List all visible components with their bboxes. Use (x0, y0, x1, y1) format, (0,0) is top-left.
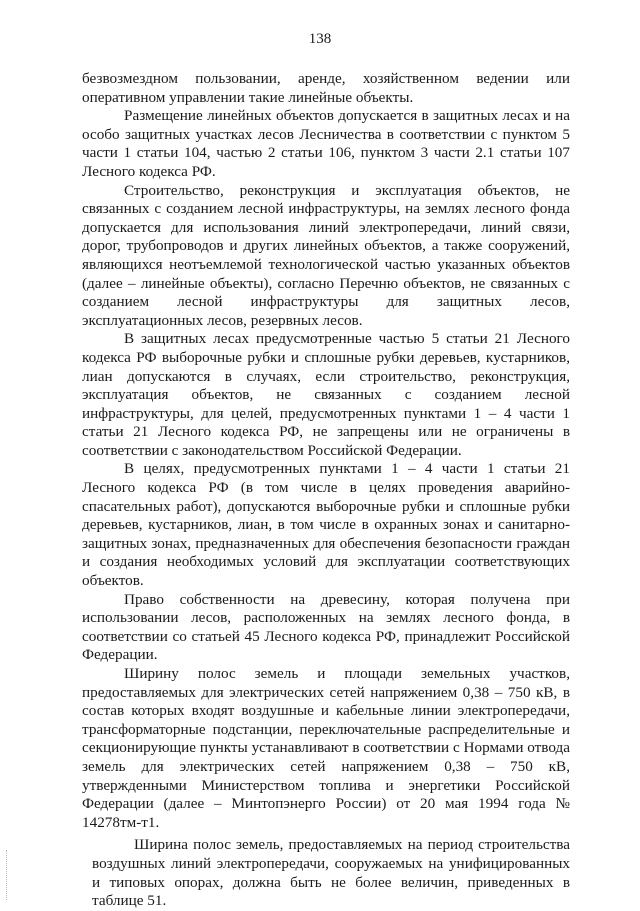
paragraph-construction-period: Ширина полос земель, предоставляемых на период строительства воздушных линий электропередачи, сооружаемых на унифицированных и типовых опорах, должна быть не более величин, приведенных в таблице 51. (92, 836, 570, 910)
page-number: 138 (308, 31, 332, 47)
paragraph-felling-purposes: В целях, предусмотренных пунктами 1 – 4 части 1 статьи 21 Лесного кодекса РФ (в том числе в целях проведения аварийно-спасательных работ), допускаются выборочные рубки и сплошные рубки деревьев, кустарников, лиан, в том числе в охранных зонах и санитарно-защитных зонах, предназначенных для обеспечения безопасности граждан и создания необходимых условий для эксплуатации соответствующих объектов. (82, 460, 570, 590)
scan-margin-marks (6, 850, 11, 900)
paragraph-timber-ownership: Право собственности на древесину, которая получена при использовании лесов, расположенных на землях лесного фонда, в соответствии со статьей 45 Лесного кодекса РФ, принадлежит Российской Федерации. (82, 590, 570, 664)
paragraph-protective-forests: В защитных лесах предусмотренные частью 5 статьи 21 Лесного кодекса РФ выборочные рубки и сплошные рубки деревьев, кустарников, лиан допускаются в случаях, если строительство, реконструкция, эксплуатация объектов, не связанных с созданием лесной инфраструктуры, для целей, предусмотренных пунктами 1 – 4 части 1 статьи 21 Лесного кодекса РФ, не запрещены или не ограничены в соответствии с законодательством Российской Федерации. (82, 330, 570, 459)
paragraph-construction: Строительство, реконструкция и эксплуатация объектов, не связанных с созданием лесной инфраструктуры, на землях лесного фонда допускается для использования линий электропередачи, линий связи, дорог, трубопроводов и других линейных объектов, а также сооружений, являющихся неотъемлемой технологической частью указанных объектов (далее – линейные объекты), согласно Перечню объектов, не связанных с созданием лесной инфраструктуры для защитных лесов, эксплуатационных лесов, резервных лесов. (82, 181, 570, 329)
paragraph-linear-objects-placement: Размещение линейных объектов допускается в защитных лесах и на особо защитных участках лесов Лесничества в соответствии с пунктом 5 части 1 статьи 104, частью 2 статьи 106, пунктом 3 части 2.1 статьи 107 Лесного кодекса РФ. (82, 107, 570, 180)
paragraph-land-strip-width: Ширину полос земель и площади земельных участков, предоставляемых для электрических сетей напряжением 0,38 – 750 кВ, в состав которых входят воздушные и кабельные линии электропередачи, трансформаторные подстанции, переключательные распределительные и секционирующие пункты устанавливают в соответствии с Нормами отвода земель для электрических сетей напряжением 0,38 – 750 кВ, утвержденными Министерством топлива и энергетики Российской Федерации (далее – Минтопэнерго России) от 20 мая 1994 года № 14278тм-т1. (82, 665, 570, 831)
paragraph-continuation: безвозмездном пользовании, аренде, хозяйственном ведении или оперативном управлении такие линейные объекты. (82, 70, 570, 106)
document-body (82, 70, 570, 911)
